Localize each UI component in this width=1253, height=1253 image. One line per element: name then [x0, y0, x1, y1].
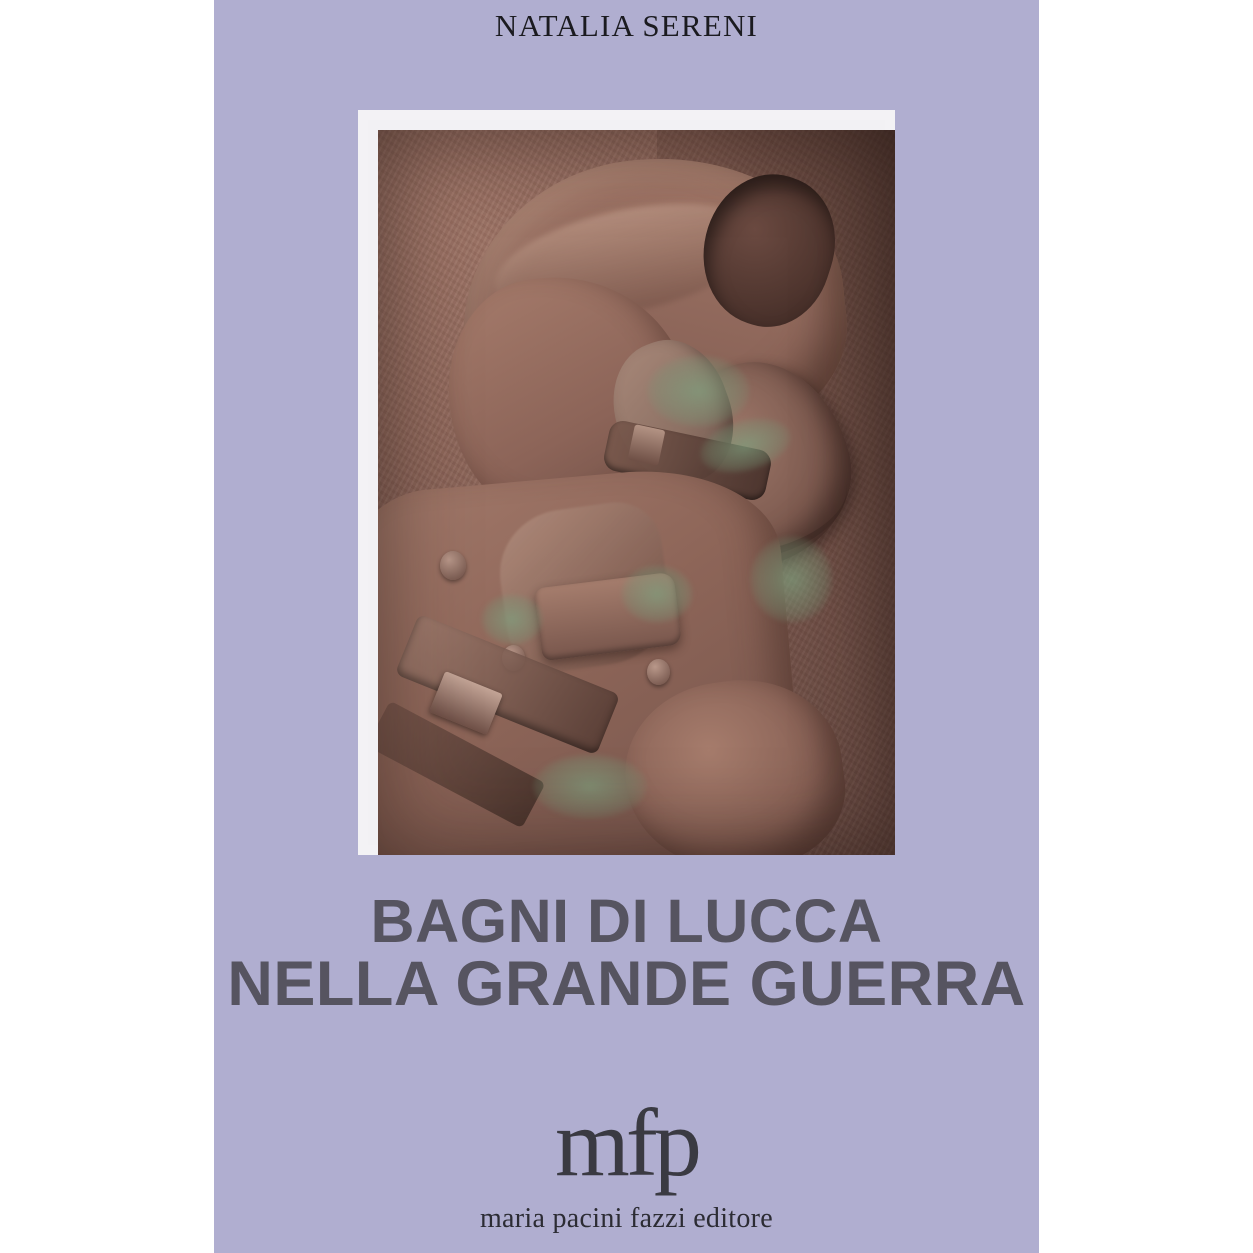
cover-photo-bronze-relief — [378, 130, 895, 855]
book-title-line-2: NELLA GRANDE GUERRA — [227, 949, 1026, 1020]
publisher-logo — [214, 1089, 1039, 1196]
publisher-name: maria pacini fazzi editore — [479, 1203, 774, 1234]
book-title — [214, 887, 1039, 1020]
author-name: NATALIA SERENI — [494, 8, 759, 43]
book-cover — [214, 0, 1039, 1253]
cover-image-frame — [358, 110, 895, 855]
photo-vignette — [378, 130, 895, 855]
book-title-line-1: BAGNI DI LUCCA — [370, 887, 883, 955]
mfp-logo-icon: mfp — [555, 1089, 698, 1196]
